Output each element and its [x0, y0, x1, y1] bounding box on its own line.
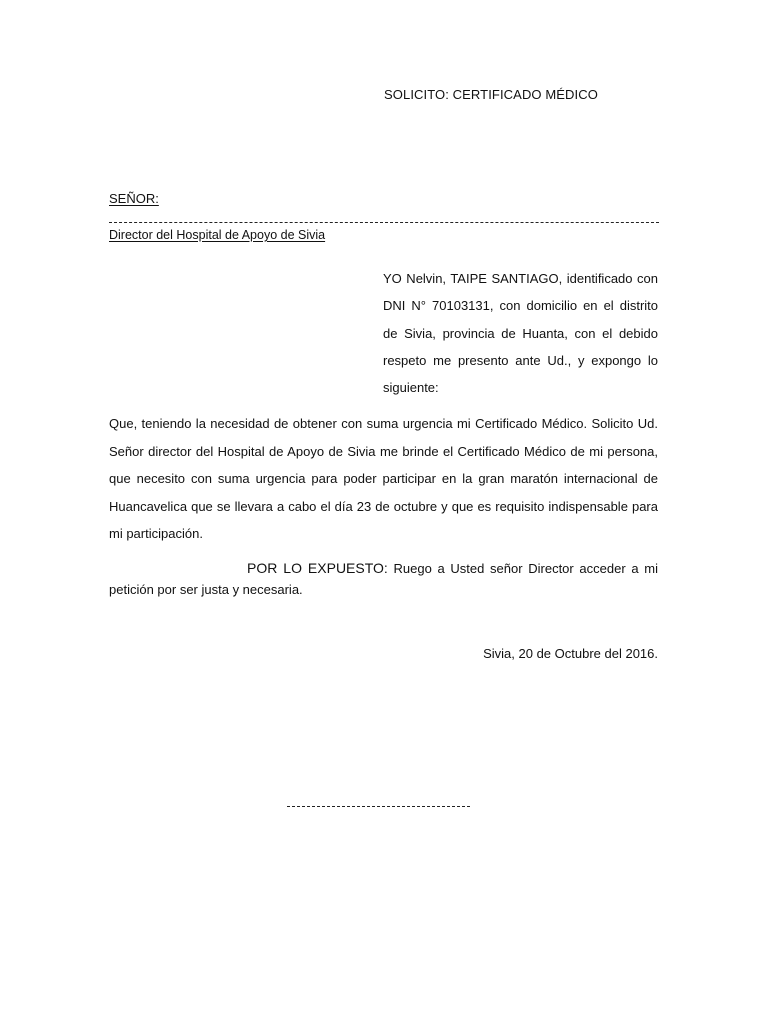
closing-text: Ruego a Usted señor Director acceder a mi petición por ser justa y necesaria. [109, 561, 658, 597]
subject-line: SOLICITO: CERTIFICADO MÉDICO [384, 87, 598, 102]
recipient-dashed-line [109, 222, 659, 223]
salutation: SEÑOR: [109, 191, 159, 206]
recipient-title: Director del Hospital de Apoyo de Sivia [109, 228, 326, 242]
identification-paragraph: YO Nelvin, TAIPE SANTIAGO, identificado con DNI N° 70103131, con domicilio en el distrito de Sivia, provincia de Huanta, con el debido respeto me presento ante Ud., y expongo lo siguiente: [383, 271, 658, 396]
closing-paragraph [109, 558, 658, 600]
place-date: Sivia, 20 de Octubre del 2016. [483, 646, 658, 661]
closing-heading: POR LO EXPUESTO: [247, 560, 388, 576]
signature-line [287, 806, 470, 807]
request-paragraph: Que, teniendo la necesidad de obtener con suma urgencia mi Certificado Médico. Solicito Ud. Señor director del Hospital de Apoyo de Sivia me brinde el Certificado Médico de mi persona, que necesito con suma urgencia para poder participar en la gran maratón internacional de Huancavelica que se llevara a cabo el día 23 de octubre y que es requisito indispensable para mi participación. [109, 416, 658, 541]
